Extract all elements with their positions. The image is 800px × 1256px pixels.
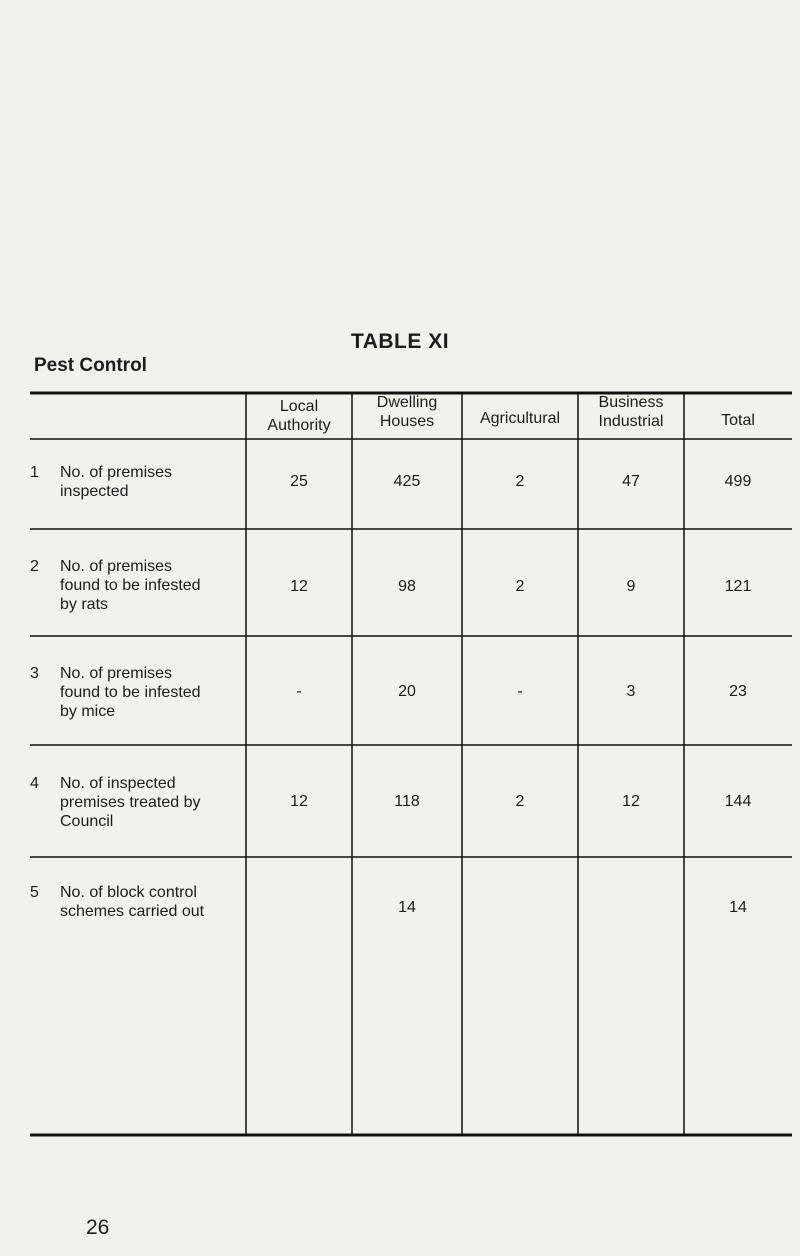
header-local-authority <box>246 397 352 435</box>
table-cell: 425 <box>393 473 421 490</box>
header-text: Business Industrial <box>598 394 664 430</box>
header-text: Local Authority <box>267 398 331 434</box>
table-cell: 3 <box>626 683 636 700</box>
header-business-industrial <box>578 393 684 431</box>
table-cell: 98 <box>398 578 416 595</box>
section-title: Pest Control <box>34 355 147 376</box>
table-cell: 2 <box>515 793 525 810</box>
table-cell: 499 <box>724 473 752 490</box>
row-number: 4 <box>30 775 39 792</box>
table-cell: 47 <box>622 473 640 490</box>
row-number: 5 <box>30 884 39 901</box>
table-cell: 12 <box>290 578 308 595</box>
table-cell: - <box>296 683 302 700</box>
row-label: No. of premises found to be infested by mice <box>60 665 201 720</box>
header-dwelling-houses <box>352 393 462 431</box>
table-cell: 14 <box>398 899 416 916</box>
row-label: No. of inspected premises treated by Council <box>60 775 201 830</box>
header-text: Agricultural <box>479 410 561 427</box>
table-cell: 23 <box>729 683 747 700</box>
table-cell: 2 <box>515 473 525 490</box>
header-agricultural <box>462 409 578 428</box>
row-label: No. of premises found to be infested by rats <box>60 558 201 613</box>
table-cell: 9 <box>626 578 636 595</box>
table-cell: 12 <box>622 793 640 810</box>
header-text: Total <box>721 412 755 429</box>
row-number: 3 <box>30 665 39 682</box>
table-cell: 14 <box>729 899 747 916</box>
row-label: No. of premises inspected <box>60 464 173 500</box>
header-text: Dwelling Houses <box>376 394 438 430</box>
table-cell: 121 <box>724 578 752 595</box>
table-cell: 118 <box>394 793 420 810</box>
page-number: 26 <box>86 1216 110 1239</box>
row-number: 1 <box>30 464 39 481</box>
table-cell: - <box>517 683 523 700</box>
table-title: TABLE XI <box>350 330 450 353</box>
table-cell: 2 <box>515 578 525 595</box>
table-cell: 20 <box>398 683 416 700</box>
row-number: 2 <box>30 558 39 575</box>
table-cell: 25 <box>290 473 308 490</box>
table-cell: 12 <box>290 793 308 810</box>
row-label: No. of block control schemes carried out <box>60 884 205 920</box>
header-total <box>684 411 792 430</box>
table-cell: 144 <box>724 793 752 810</box>
